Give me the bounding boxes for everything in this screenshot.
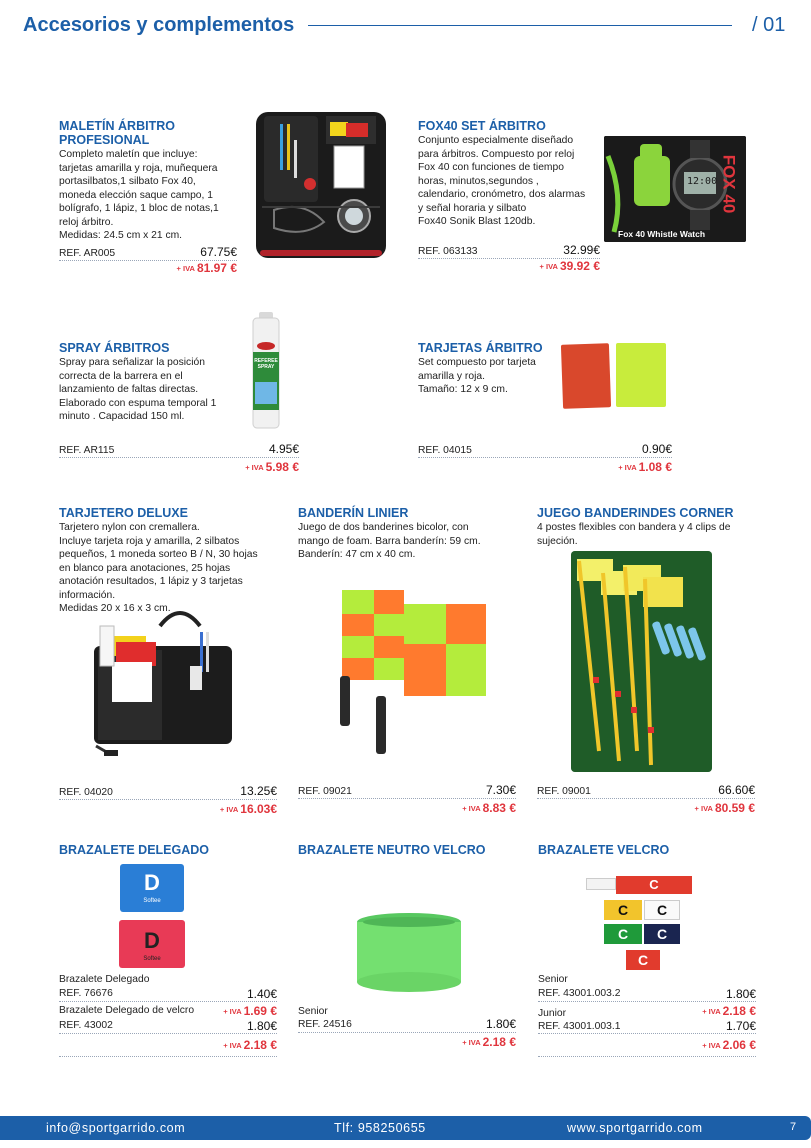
price-with-iva: + IVA 1.08 € [618, 460, 672, 474]
product-description: Completo maletín que incluye: tarjetas amarilla y roja, muñequera portasilbatos,1 silbato Fox 40, moneda elección saque campo, 1 bolígrafo, 1 lápiz, 1 bloc de notas,1 reloj árbitro. Medidas: 24.5 cm x 21 cm. [59, 149, 219, 241]
product-ref: REF. 04020 [59, 787, 113, 798]
ref-row [59, 785, 277, 800]
footer-bar [0, 1116, 811, 1140]
ref-row [418, 443, 672, 458]
page-title: Accesorios y complementos [23, 14, 295, 36]
header-divider [308, 25, 732, 26]
product-name: TARJETERO DELUXE [59, 506, 188, 520]
brazalete-neutro-image [354, 912, 464, 996]
spray-can-label: REFEREE SPRAY [254, 358, 278, 370]
product-ref: REF. AR005 [59, 248, 116, 259]
variant-price: 1.80€ [246, 1019, 277, 1033]
variant-ref: REF. 43001.003.2 [538, 988, 621, 999]
price-with-iva: + IVA 39.92 € [539, 259, 600, 273]
brazalete-delegado-red-image: D Softee [119, 920, 185, 968]
armband-white: C [644, 900, 680, 920]
banderin-image [338, 586, 490, 756]
price-with-iva: + IVA 2.18 € [462, 1035, 516, 1049]
ref-row [418, 244, 600, 259]
price-with-iva: + IVA 16.03€ [219, 802, 277, 816]
product-description: Tarjetero nylon con cremallera. Incluye tarjeta roja y amarilla, 2 silbatos pequeños, 1 moneda sorteo B / N, 30 hojas en blanco para anotaciones, 25 hojas anotación resultados, 1 lápiz y 3 tarjetas información. Medidas 20 x 16 x 3 cm. [59, 522, 258, 614]
page-number: 7 [790, 1121, 797, 1133]
variant-label: Senior [538, 974, 568, 985]
price-with-iva: + IVA 2.06 € [702, 1038, 756, 1052]
product-name: FOX40 SET ÁRBITRO [418, 119, 546, 133]
product-name: TARJETAS ÁRBITRO [418, 341, 543, 355]
variant-price: 1.40€ [246, 987, 277, 1001]
armband-red-small: C [626, 950, 660, 970]
variant-label: Senior [298, 1006, 328, 1017]
variant-label: Brazalete Delegado [59, 974, 150, 985]
fox40-caption: Fox 40 Whistle Watch [618, 229, 706, 239]
variant-ref: REF. 76676 [59, 988, 113, 999]
divider [538, 1056, 756, 1057]
product-name: BRAZALETE VELCRO [538, 843, 670, 857]
variant-label: Brazalete Delegado de velcro [59, 1005, 195, 1016]
footer-email[interactable]: info@sportgarrido.com [46, 1121, 186, 1135]
tarjetas-image [559, 341, 669, 411]
ref-row [59, 443, 299, 458]
product-description: 4 postes flexibles con bandera y 4 clips de sujeción. [537, 522, 731, 547]
variant-price: 1.80€ [725, 987, 756, 1001]
armband-red: C [616, 876, 692, 894]
variant-ref: REF. 43001.003.1 [538, 1021, 621, 1032]
product-ref: REF. 063133 [418, 246, 478, 257]
variant-price: 1.70€ [725, 1019, 756, 1033]
corner-flags-image [571, 551, 712, 772]
product-name: MALETÍN ÁRBITRO PROFESIONAL [59, 119, 175, 147]
ref-row [537, 784, 755, 799]
price-with-iva: + IVA 2.18 € [223, 1038, 277, 1052]
spray-can-image [251, 312, 281, 430]
product-name: BANDERÍN LINIER [298, 506, 409, 520]
divider [538, 1033, 756, 1034]
product-description: Set compuesto por tarjeta amarilla y roja. Tamaño: 12 x 9 cm. [418, 357, 536, 395]
fox40-image [604, 136, 746, 242]
footer-phone: Tlf: 958250655 [334, 1121, 426, 1135]
section-number: / 01 [752, 14, 786, 36]
product-price: 4.95€ [268, 442, 299, 456]
divider [59, 1001, 277, 1002]
product-price: 7.30€ [485, 783, 516, 797]
variant-label: Junior [538, 1008, 567, 1019]
product-name: BRAZALETE DELEGADO [59, 843, 209, 857]
armband-navy: C [644, 924, 680, 944]
product-name: JUEGO BANDERINDES CORNER [537, 506, 734, 520]
ref-row [298, 784, 516, 799]
product-price: 13.25€ [240, 784, 277, 798]
divider [298, 1032, 516, 1033]
product-description: Juego de dos banderines bicolor, con mango de foam. Barra banderín: 59 cm. Banderín: 47 cm x 40 cm. [298, 522, 481, 560]
product-price: 67.75€ [200, 245, 237, 259]
price-with-iva: + IVA 80.59 € [694, 801, 755, 815]
armband-green: C [604, 924, 642, 944]
price-with-iva: + IVA 81.97 € [176, 261, 237, 275]
product-price: 0.90€ [641, 442, 672, 456]
variant-price: 1.80€ [485, 1017, 516, 1031]
product-maletin-arbitro [59, 119, 237, 277]
product-price: 32.99€ [563, 243, 600, 257]
ref-row [59, 246, 237, 261]
price-with-iva: + IVA 1.69 € [223, 1004, 277, 1018]
product-ref: REF. AR115 [59, 445, 115, 456]
product-ref: REF. 04015 [418, 445, 472, 456]
product-ref: REF. 09021 [298, 786, 352, 797]
brazalete-delegado-blue-image: D Softee [120, 864, 184, 912]
product-price: 66.60€ [718, 783, 755, 797]
fox40-watch-display: 12:00 [687, 176, 718, 187]
product-description: Conjunto especialmente diseñado para árbitros. Compuesto por reloj Fox 40 con funciones de tiempo horas, minutos,segundos , calendario, cronómetro, dos alarmas y señal horaria y silbato Fox40 Sonik Blast 120db. [418, 135, 586, 227]
product-description: Spray para señalizar la posición correcta de la barrera en el lanzamiento de faltas directas. Elaborado con espuma temporal 1 minuto . Capacidad 150 ml. [59, 357, 217, 422]
product-ref: REF. 09001 [537, 786, 591, 797]
divider [538, 1001, 756, 1002]
armband-yellow: C [604, 900, 642, 920]
divider [59, 1033, 277, 1034]
footer-website[interactable]: www.sportgarrido.com [567, 1121, 703, 1135]
product-name: BRAZALETE NEUTRO VELCRO [298, 843, 486, 857]
variant-ref: REF. 24516 [298, 1019, 352, 1030]
brazalete-velcro-image [586, 876, 694, 972]
variant-ref: REF. 43002 [59, 1020, 113, 1031]
product-name: SPRAY ÁRBITROS [59, 341, 170, 355]
price-with-iva: + IVA 5.98 € [245, 460, 299, 474]
price-with-iva: + IVA 8.83 € [462, 801, 516, 815]
divider [59, 1056, 277, 1057]
fox40-brand-text: FOX 40 [719, 154, 739, 214]
product-fox40-set [418, 119, 600, 277]
price-with-iva: + IVA 2.18 € [702, 1004, 756, 1018]
tarjetero-image [90, 606, 236, 758]
maletin-image [254, 110, 388, 260]
